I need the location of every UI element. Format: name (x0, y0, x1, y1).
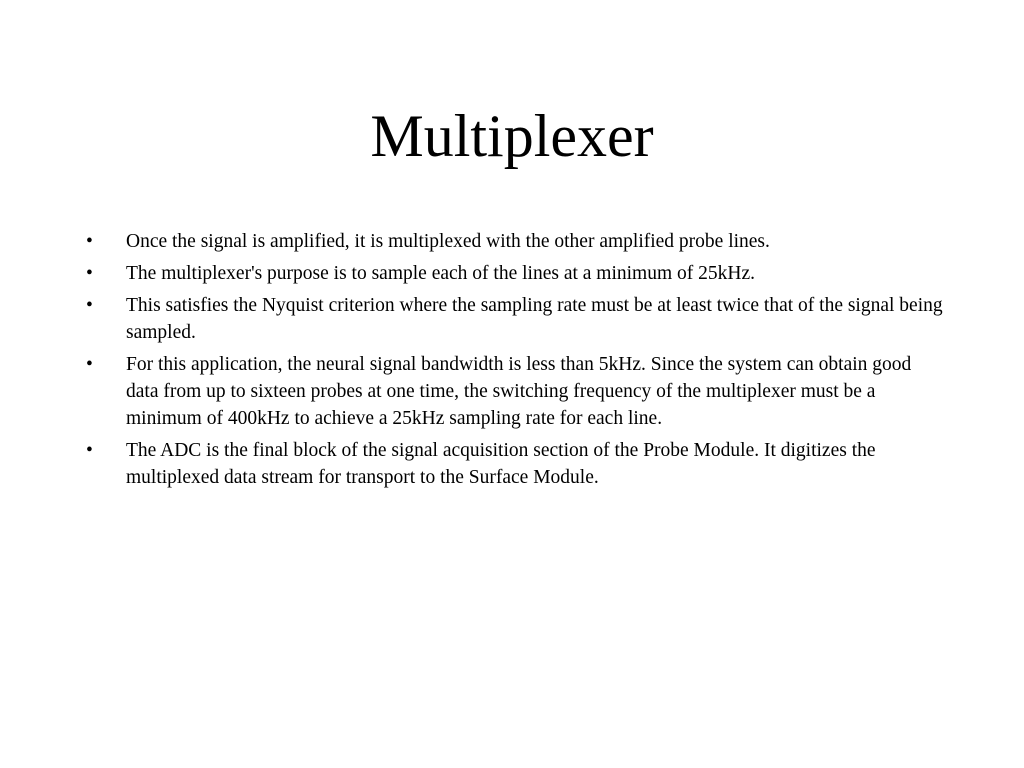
bullet-text: The multiplexer's purpose is to sample each of the lines at a minimum of 25kHz. (126, 263, 755, 284)
bullet-text: This satisfies the Nyquist criterion where the sampling rate must be at least twice that of the signal being sampled. (126, 295, 943, 343)
bullet-item (86, 437, 946, 491)
slide-title: Multiplexer (370, 103, 654, 169)
bullet-marker: • (86, 354, 93, 375)
bullet-text: For this application, the neural signal bandwidth is less than 5kHz. Since the system can obtain good data from up to sixteen probes at one time, the switching frequency of the multiplexer must be a minimum of 400kHz to achieve a 25kHz sampling rate for each line. (126, 354, 912, 429)
bullet-marker: • (86, 440, 93, 461)
bullet-list (86, 228, 946, 496)
bullet-item (86, 260, 946, 287)
bullet-marker: • (86, 263, 93, 284)
bullet-marker: • (86, 295, 93, 316)
bullet-item (86, 351, 946, 432)
bullet-item (86, 228, 946, 255)
bullet-text: The ADC is the final block of the signal acquisition section of the Probe Module. It digitizes the multiplexed data stream for transport to the Surface Module. (126, 440, 876, 488)
bullet-marker: • (86, 231, 93, 252)
bullet-item (86, 292, 946, 346)
bullet-text: Once the signal is amplified, it is multiplexed with the other amplified probe lines. (126, 231, 770, 252)
